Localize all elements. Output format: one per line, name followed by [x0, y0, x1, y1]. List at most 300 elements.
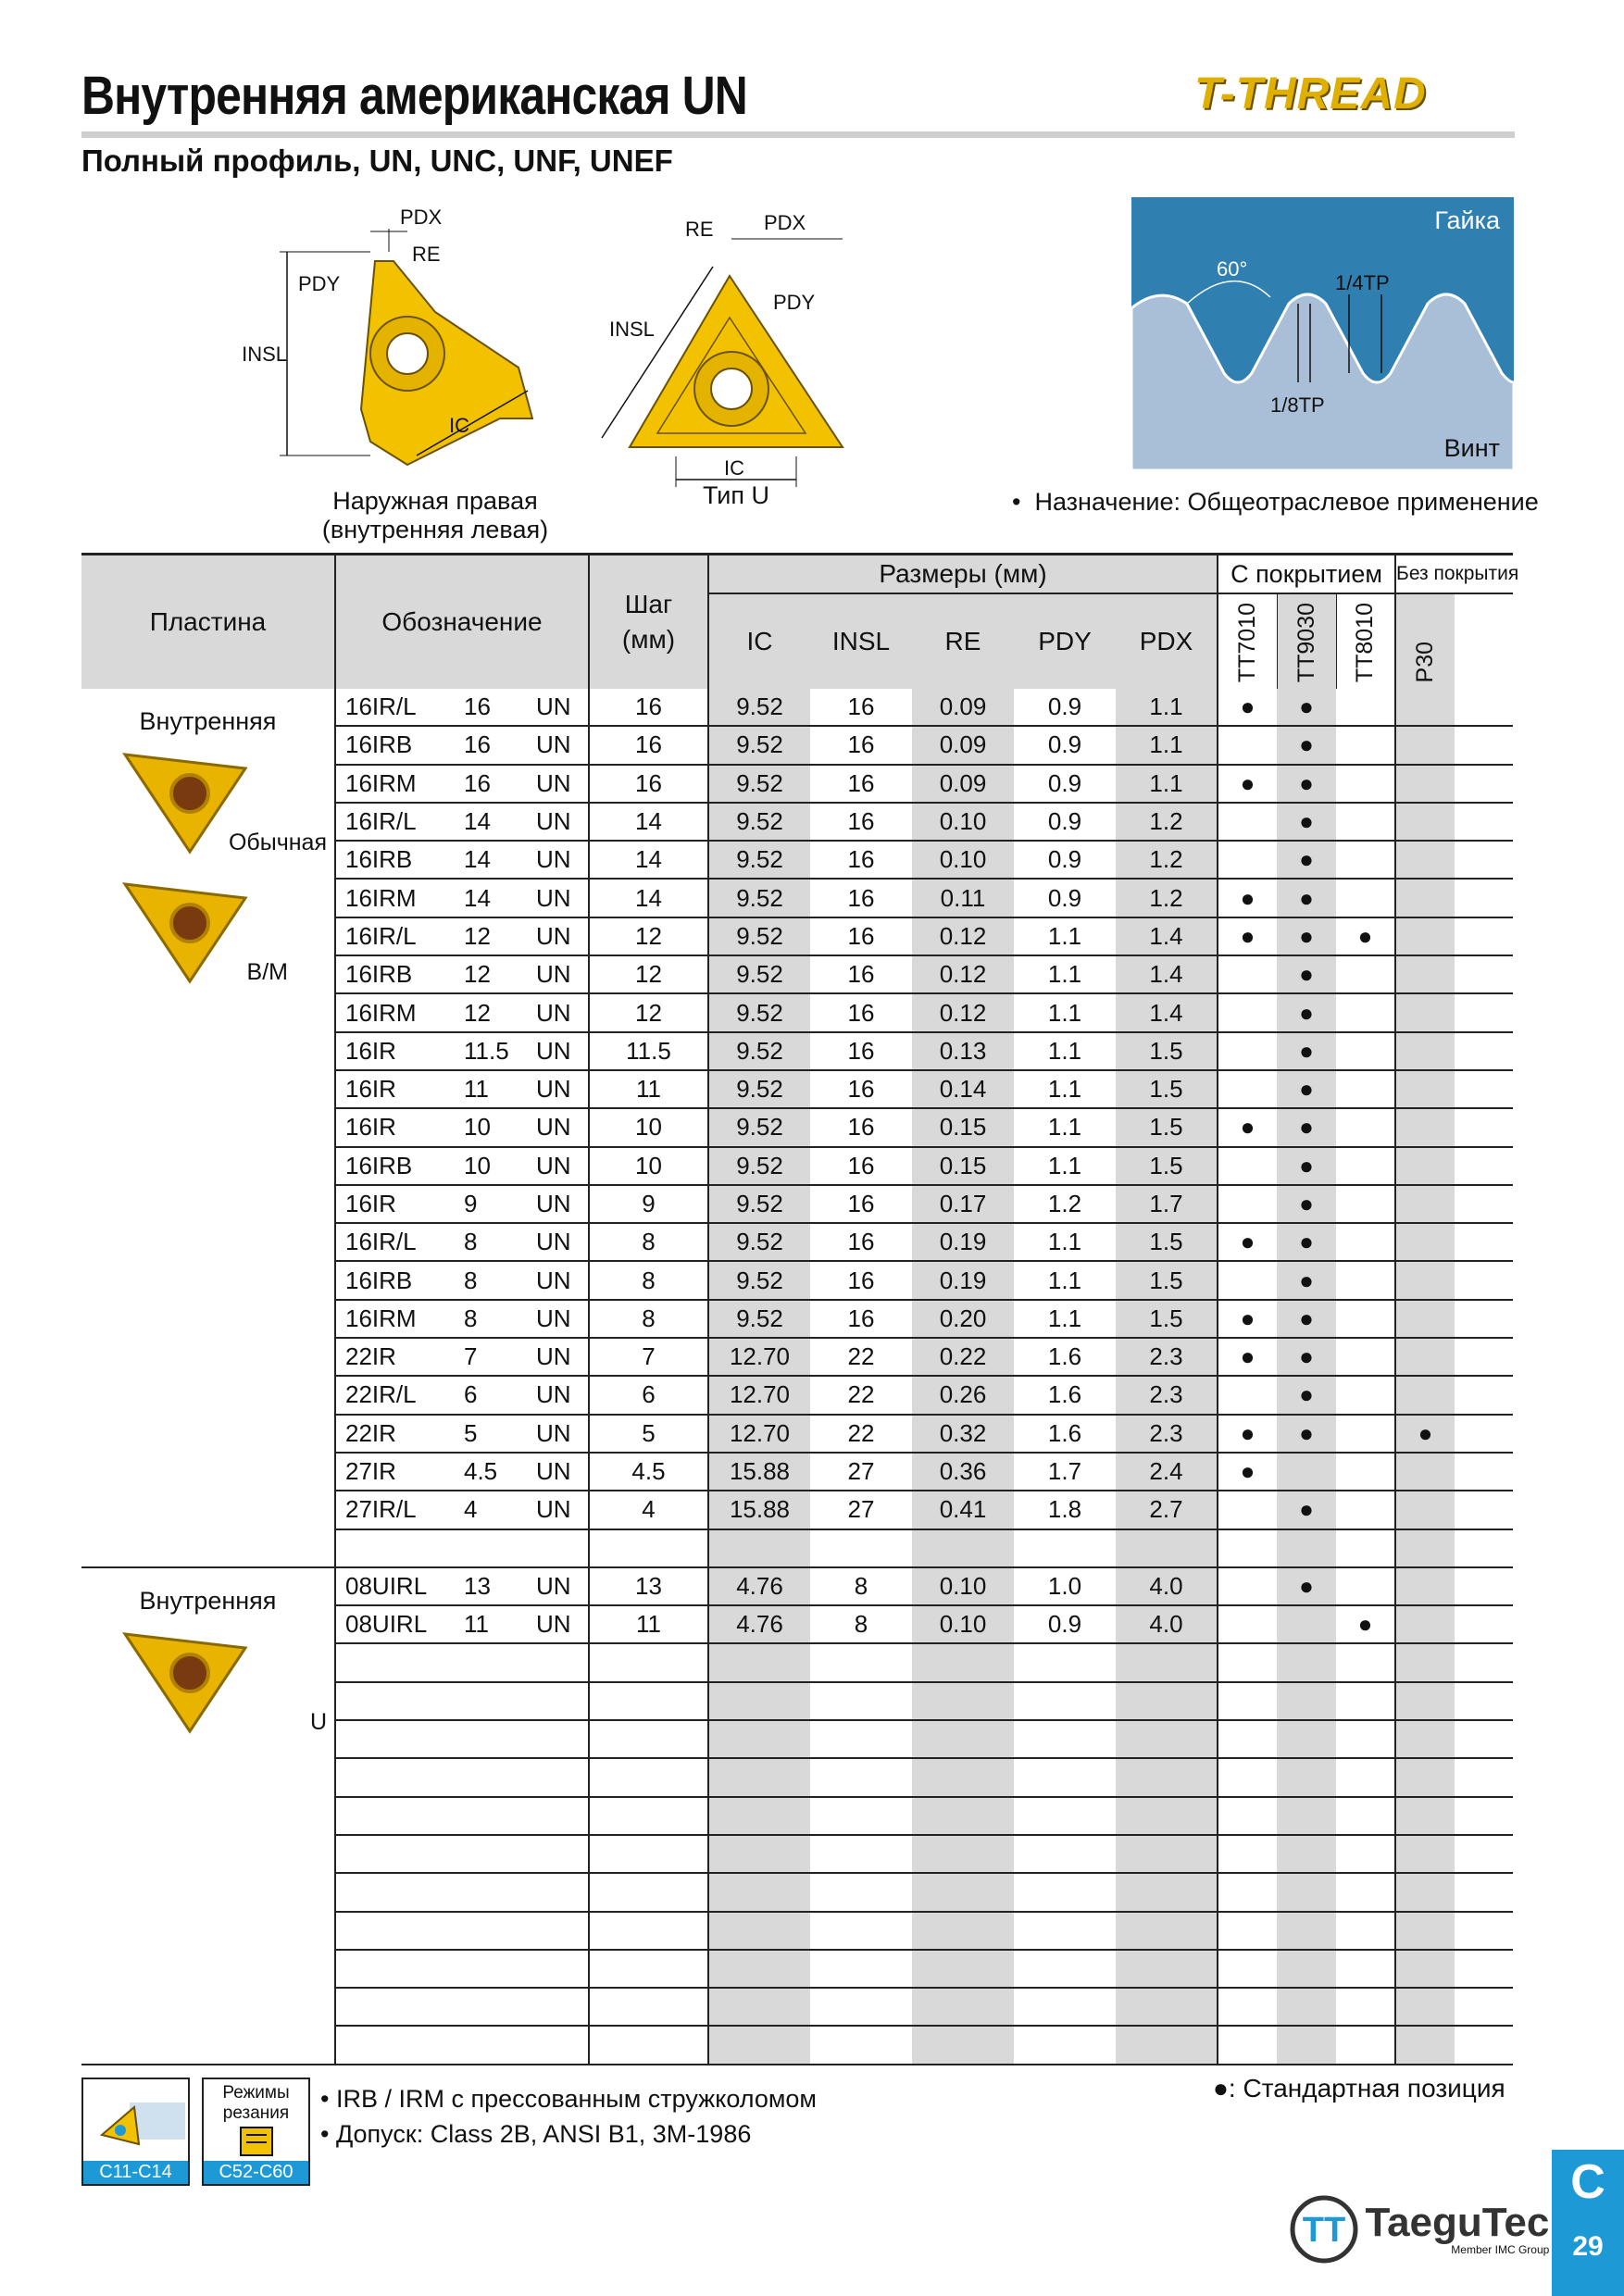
- grade-cell: ●: [1277, 917, 1336, 955]
- designation-cell: 16IR 11.5 UN: [335, 1032, 589, 1070]
- designation-cell: 16IR 11 UN: [335, 1070, 589, 1108]
- grade-cell-empty: [1455, 955, 1513, 993]
- caption-type-u: Тип U: [702, 481, 769, 509]
- dim-cell-pdy: [1014, 1643, 1116, 1681]
- grade-cell: ●: [1218, 1338, 1277, 1376]
- pitch-cell: [589, 1529, 708, 1567]
- quarter-tp-label: 1/4TP: [1335, 271, 1390, 294]
- grade-cell: [1218, 1605, 1277, 1643]
- header-dim-pdy: PDY: [1014, 593, 1116, 689]
- grade-cell: [1395, 1758, 1455, 1796]
- pitch-cell: 5: [589, 1415, 708, 1453]
- pitch-cell: [589, 1988, 708, 2026]
- grade-cell-empty: [1455, 1529, 1513, 1567]
- grade-cell-empty: [1455, 879, 1513, 917]
- dim-cell-pdy: 1.1: [1014, 1261, 1116, 1299]
- grade-cell: ●: [1277, 1415, 1336, 1453]
- dim-cell-insl: [810, 1529, 912, 1567]
- grade-cell-empty: [1455, 993, 1513, 1031]
- dim-cell-insl: [810, 1988, 912, 2026]
- dim-cell-ic: [708, 1950, 810, 1988]
- dim-cell-insl: 16: [810, 1108, 912, 1146]
- dim-cell-ic: 9.52: [708, 955, 810, 993]
- dim-cell-pdx: 1.5: [1116, 1108, 1218, 1146]
- grade-cell-empty: [1455, 1797, 1513, 1835]
- grade-cell: [1277, 1643, 1336, 1681]
- dim-cell-pdx: [1116, 1682, 1218, 1720]
- svg-text:TT: TT: [1302, 2211, 1346, 2250]
- dim-cell-re: 0.15: [912, 1108, 1014, 1146]
- grade-cell: [1336, 1720, 1395, 1758]
- grade-cell-empty: [1455, 689, 1513, 726]
- dim-cell-pdx: 1.2: [1116, 879, 1218, 917]
- grade-cell: [1336, 879, 1395, 917]
- grade-cell: ●: [1277, 1567, 1336, 1605]
- dim-cell-pdy: 1.1: [1014, 1300, 1116, 1338]
- grade-cell: [1395, 1108, 1455, 1146]
- pitch-cell: 7: [589, 1338, 708, 1376]
- grade-cell-empty: [1455, 1605, 1513, 1643]
- pitch-cell: 13: [589, 1567, 708, 1605]
- grade-cell-empty: [1455, 726, 1513, 764]
- cutting-data-icon: [204, 2124, 308, 2161]
- grade-cell: [1336, 1491, 1395, 1529]
- grade-cell: ●: [1277, 1147, 1336, 1185]
- header-designation: Обозначение: [335, 555, 589, 690]
- header-grade-tt9030: TT9030: [1277, 593, 1336, 689]
- dim-cell-ic: 9.52: [708, 1223, 810, 1261]
- designation-cell: 16IR 9 UN: [335, 1185, 589, 1223]
- pitch-cell: [589, 1912, 708, 1950]
- dim-cell-pdx: 1.5: [1116, 1223, 1218, 1261]
- grade-cell-empty: [1455, 1108, 1513, 1146]
- grade-cell: [1218, 1567, 1277, 1605]
- dim-cell-pdy: 1.1: [1014, 1070, 1116, 1108]
- grade-cell-empty: [1455, 1300, 1513, 1338]
- dim-cell-insl: 16: [810, 1261, 912, 1299]
- grade-cell: [1336, 1300, 1395, 1338]
- holder-reference-icon[interactable]: C11-C14: [81, 2078, 190, 2186]
- dim-cell-ic: [708, 2026, 810, 2064]
- pitch-cell: [589, 1835, 708, 1873]
- dim-cell-ic: 9.52: [708, 879, 810, 917]
- grade-cell: [1277, 1529, 1336, 1567]
- dim-cell-pdy: [1014, 1682, 1116, 1720]
- grade-cell: [1336, 1415, 1395, 1453]
- dim-cell-pdy: 0.9: [1014, 879, 1116, 917]
- pitch-cell: [589, 1643, 708, 1681]
- dim-cell-pdx: 2.3: [1116, 1376, 1218, 1414]
- designation-cell: 16IR/L 12 UN: [335, 917, 589, 955]
- label-ic-u: IC: [724, 456, 744, 480]
- dim-cell-insl: 16: [810, 841, 912, 879]
- header-dim-ic: IC: [708, 593, 810, 689]
- grade-cell: [1218, 1529, 1277, 1567]
- grade-cell-empty: [1455, 803, 1513, 841]
- grade-cell: [1277, 1835, 1336, 1873]
- grade-cell: [1395, 1223, 1455, 1261]
- grade-cell: [1395, 1912, 1455, 1950]
- dim-cell-insl: 16: [810, 1032, 912, 1070]
- designation-cell: 22IR 5 UN: [335, 1415, 589, 1453]
- header-insert: Пластина: [81, 555, 335, 690]
- grade-cell: [1336, 1453, 1395, 1491]
- header-uncoated: Без покрытия: [1395, 555, 1513, 594]
- pitch-cell: 14: [589, 841, 708, 879]
- dim-cell-pdx: 1.2: [1116, 803, 1218, 841]
- dim-cell-re: 0.09: [912, 689, 1014, 726]
- grade-cell: ●: [1277, 1223, 1336, 1261]
- grade-cell: ●: [1277, 726, 1336, 764]
- designation-cell: 16IRM 12 UN: [335, 993, 589, 1031]
- dim-cell-re: 0.09: [912, 726, 1014, 764]
- dim-cell-ic: [708, 1988, 810, 2026]
- header-dim-re: RE: [912, 593, 1014, 689]
- grade-cell: [1395, 726, 1455, 764]
- eighth-tp-label: 1/8TP: [1270, 393, 1325, 417]
- grade-cell: [1336, 689, 1395, 726]
- dim-cell-re: 0.12: [912, 917, 1014, 955]
- dim-cell-pdx: 1.5: [1116, 1070, 1218, 1108]
- pitch-cell: 12: [589, 917, 708, 955]
- designation-cell: 27IR 4.5 UN: [335, 1453, 589, 1491]
- designation-cell: [335, 2026, 589, 2064]
- insert-group-cell: Внутренняя Обычная B/M: [81, 689, 335, 1567]
- dim-cell-pdy: [1014, 1912, 1116, 1950]
- grade-cell: [1218, 1835, 1277, 1873]
- pitch-cell: 8: [589, 1261, 708, 1299]
- grade-cell-empty: [1455, 1682, 1513, 1720]
- dim-cell-pdx: [1116, 1835, 1218, 1873]
- specs-table: [81, 553, 1519, 2065]
- dim-cell-re: 0.10: [912, 841, 1014, 879]
- label-re-u: RE: [685, 218, 714, 241]
- grade-cell: ●: [1218, 879, 1277, 917]
- dim-cell-ic: 9.52: [708, 689, 810, 726]
- grade-cell: [1218, 1070, 1277, 1108]
- header-pitch: Шаг (мм): [589, 555, 708, 690]
- dim-cell-insl: 16: [810, 765, 912, 803]
- pitch-cell: 6: [589, 1376, 708, 1414]
- dim-cell-ic: 9.52: [708, 803, 810, 841]
- grade-cell: [1336, 1261, 1395, 1299]
- designation-cell: 22IR/L 6 UN: [335, 1376, 589, 1414]
- grade-cell: [1395, 1682, 1455, 1720]
- caption-external: Наружная правая (внутренняя левая): [321, 487, 549, 543]
- grade-cell: [1395, 1567, 1455, 1605]
- dim-cell-insl: 22: [810, 1376, 912, 1414]
- grade-cell: [1218, 1185, 1277, 1223]
- designation-cell: 16IR/L 14 UN: [335, 803, 589, 841]
- designation-cell: [335, 1529, 589, 1567]
- grade-cell: [1336, 841, 1395, 879]
- dim-cell-re: [912, 1529, 1014, 1567]
- grade-cell-empty: [1455, 1873, 1513, 1911]
- table-row: [81, 689, 1513, 726]
- grade-cell: [1395, 1185, 1455, 1223]
- grade-cell-empty: [1455, 1070, 1513, 1108]
- grade-cell-empty: [1455, 1758, 1513, 1796]
- grade-cell: [1277, 1453, 1336, 1491]
- dim-cell-pdy: 1.2: [1014, 1185, 1116, 1223]
- grade-cell: [1395, 1873, 1455, 1911]
- grade-cell: [1336, 1223, 1395, 1261]
- brand-logo: T-THREAD: [1194, 69, 1427, 119]
- dim-cell-insl: [810, 1682, 912, 1720]
- grade-cell: ●: [1218, 1223, 1277, 1261]
- dim-cell-ic: 9.52: [708, 993, 810, 1031]
- title-rule: [81, 131, 1515, 138]
- dim-cell-insl: [810, 1835, 912, 1873]
- grade-cell: [1395, 1376, 1455, 1414]
- grade-cell: [1395, 803, 1455, 841]
- grade-cell: [1395, 1605, 1455, 1643]
- dim-cell-insl: 27: [810, 1453, 912, 1491]
- company-logo: TT TaeguTec Member IMC Group: [1287, 2192, 1549, 2266]
- designation-cell: [335, 1682, 589, 1720]
- pitch-cell: 16: [589, 689, 708, 726]
- grade-cell: [1395, 1950, 1455, 1988]
- dim-cell-ic: 9.52: [708, 1108, 810, 1146]
- insert-photo: Обычная: [81, 736, 334, 866]
- grade-cell: [1218, 1491, 1277, 1529]
- grade-cell: [1395, 1147, 1455, 1185]
- grade-cell: [1395, 1720, 1455, 1758]
- screw-label: Винт: [1443, 434, 1500, 462]
- dim-cell-re: 0.36: [912, 1453, 1014, 1491]
- dim-cell-pdy: 1.8: [1014, 1491, 1116, 1529]
- dim-cell-pdx: 2.3: [1116, 1415, 1218, 1453]
- dim-cell-pdx: 1.1: [1116, 726, 1218, 764]
- dim-cell-insl: [810, 1950, 912, 1988]
- dim-cell-insl: 16: [810, 689, 912, 726]
- dim-cell-pdy: [1014, 1950, 1116, 1988]
- grade-cell: [1277, 1605, 1336, 1643]
- dim-cell-re: [912, 1797, 1014, 1835]
- grade-cell: [1218, 1950, 1277, 1988]
- dim-cell-ic: 9.52: [708, 765, 810, 803]
- grade-cell: [1336, 1147, 1395, 1185]
- grade-cell: [1218, 1376, 1277, 1414]
- grade-cell: [1395, 1453, 1455, 1491]
- grade-cell: [1395, 1529, 1455, 1567]
- designation-cell: [335, 1720, 589, 1758]
- dim-cell-re: 0.09: [912, 765, 1014, 803]
- grade-cell-empty: [1455, 1720, 1513, 1758]
- designation-cell: 16IRM 16 UN: [335, 765, 589, 803]
- label-insl-u: INSL: [609, 318, 655, 341]
- grade-cell: [1277, 1873, 1336, 1911]
- designation-cell: [335, 1912, 589, 1950]
- dim-cell-pdx: [1116, 1797, 1218, 1835]
- grade-cell: ●: [1277, 1261, 1336, 1299]
- pitch-cell: [589, 1950, 708, 1988]
- grade-cell: [1336, 1032, 1395, 1070]
- grade-cell: ●: [1395, 1415, 1455, 1453]
- grade-cell: [1336, 1758, 1395, 1796]
- dim-cell-pdx: 1.5: [1116, 1261, 1218, 1299]
- grade-cell: [1395, 1491, 1455, 1529]
- grade-cell: [1395, 993, 1455, 1031]
- dim-cell-pdx: 1.5: [1116, 1147, 1218, 1185]
- dim-cell-pdx: 1.5: [1116, 1300, 1218, 1338]
- dim-cell-pdx: 2.3: [1116, 1338, 1218, 1376]
- designation-cell: 16IR 10 UN: [335, 1108, 589, 1146]
- holder-icon: [83, 2079, 188, 2158]
- dim-cell-pdy: 0.9: [1014, 726, 1116, 764]
- grade-cell: [1395, 1643, 1455, 1681]
- dim-cell-pdx: 2.7: [1116, 1491, 1218, 1529]
- grade-cell-empty: [1455, 1567, 1513, 1605]
- label-re: RE: [412, 243, 441, 266]
- dim-cell-ic: [708, 1912, 810, 1950]
- label-pdy-u: PDY: [773, 291, 816, 314]
- grade-cell-empty: [1455, 1261, 1513, 1299]
- dim-cell-pdx: 2.4: [1116, 1453, 1218, 1491]
- designation-cell: [335, 1758, 589, 1796]
- section-tab[interactable]: [1552, 2150, 1624, 2296]
- header-grade-p30: P30: [1395, 593, 1455, 689]
- grade-cell-empty: [1455, 1643, 1513, 1681]
- pitch-cell: 10: [589, 1147, 708, 1185]
- grade-cell: ●: [1277, 765, 1336, 803]
- dim-cell-ic: [708, 1835, 810, 1873]
- dim-cell-ic: [708, 1529, 810, 1567]
- grade-cell-empty: [1455, 1415, 1513, 1453]
- dim-cell-re: [912, 1720, 1014, 1758]
- grade-cell: [1218, 1147, 1277, 1185]
- designation-cell: 16IRM 14 UN: [335, 879, 589, 917]
- grade-cell: [1336, 1108, 1395, 1146]
- grade-cell-empty: [1455, 1835, 1513, 1873]
- section-letter: C: [1570, 2155, 1605, 2209]
- insert-photo: U: [81, 1616, 334, 1745]
- dim-cell-pdx: 1.4: [1116, 955, 1218, 993]
- grade-cell: [1218, 803, 1277, 841]
- dim-cell-pdx: 1.4: [1116, 917, 1218, 955]
- dim-cell-ic: [708, 1873, 810, 1911]
- grade-cell: ●: [1277, 1070, 1336, 1108]
- grade-cell: [1395, 2026, 1455, 2064]
- pitch-cell: 4: [589, 1491, 708, 1529]
- nut-label: Гайка: [1434, 206, 1500, 234]
- grade-cell-empty: [1455, 1338, 1513, 1376]
- grade-cell: [1218, 1912, 1277, 1950]
- grade-cell: ●: [1277, 1300, 1336, 1338]
- grade-cell: [1395, 1032, 1455, 1070]
- grade-cell: [1336, 726, 1395, 764]
- grade-cell: ●: [1277, 1185, 1336, 1223]
- dim-cell-pdx: 4.0: [1116, 1567, 1218, 1605]
- grade-cell: [1336, 1376, 1395, 1414]
- label-pdy: PDY: [298, 272, 341, 295]
- dim-cell-ic: 9.52: [708, 917, 810, 955]
- grade-cell: [1336, 1643, 1395, 1681]
- grade-cell: [1336, 765, 1395, 803]
- designation-cell: 22IR 7 UN: [335, 1338, 589, 1376]
- dim-cell-re: 0.14: [912, 1070, 1014, 1108]
- dim-cell-re: 0.41: [912, 1491, 1014, 1529]
- grade-cell: [1336, 1338, 1395, 1376]
- dim-cell-insl: 8: [810, 1567, 912, 1605]
- pitch-cell: 14: [589, 879, 708, 917]
- designation-cell: 27IR/L 4 UN: [335, 1491, 589, 1529]
- grade-cell: [1336, 955, 1395, 993]
- pitch-cell: 16: [589, 765, 708, 803]
- grade-cell: ●: [1277, 993, 1336, 1031]
- label-insl: INSL: [242, 343, 287, 366]
- designation-cell: 08UIRL 11 UN: [335, 1605, 589, 1643]
- cutting-data-reference-icon[interactable]: Режимы резания C52-C60: [202, 2078, 310, 2186]
- dim-cell-insl: [810, 1758, 912, 1796]
- insert-diagram-type-u: [593, 211, 870, 489]
- pitch-cell: 12: [589, 955, 708, 993]
- dim-cell-insl: [810, 2026, 912, 2064]
- dim-cell-insl: 16: [810, 993, 912, 1031]
- dim-cell-pdy: [1014, 2026, 1116, 2064]
- grade-cell: [1395, 1988, 1455, 2026]
- dim-cell-re: 0.10: [912, 1605, 1014, 1643]
- dim-cell-insl: 16: [810, 1185, 912, 1223]
- grade-cell: [1336, 1835, 1395, 1873]
- designation-cell: 16IRB 14 UN: [335, 841, 589, 879]
- dim-cell-insl: 16: [810, 726, 912, 764]
- dim-cell-pdx: [1116, 1873, 1218, 1911]
- pitch-cell: 14: [589, 803, 708, 841]
- label-pdx-u: PDX: [764, 211, 806, 234]
- dim-cell-re: 0.11: [912, 879, 1014, 917]
- grade-cell: [1277, 1950, 1336, 1988]
- dim-cell-pdy: 1.0: [1014, 1567, 1116, 1605]
- dim-cell-ic: [708, 1758, 810, 1796]
- pitch-cell: 8: [589, 1300, 708, 1338]
- grade-cell-empty: [1455, 1223, 1513, 1261]
- grade-cell: [1395, 1835, 1455, 1873]
- dim-cell-insl: 22: [810, 1338, 912, 1376]
- dim-cell-re: [912, 1988, 1014, 2026]
- dim-cell-pdx: [1116, 1529, 1218, 1567]
- grade-cell: [1395, 765, 1455, 803]
- dim-cell-ic: 12.70: [708, 1338, 810, 1376]
- grade-cell: [1395, 1338, 1455, 1376]
- grade-cell: [1395, 1797, 1455, 1835]
- designation-cell: [335, 1835, 589, 1873]
- dim-cell-pdx: [1116, 1988, 1218, 2026]
- pitch-cell: 16: [589, 726, 708, 764]
- grade-cell: [1218, 2026, 1277, 2064]
- designation-cell: 08UIRL 13 UN: [335, 1567, 589, 1605]
- grade-cell: [1336, 1529, 1395, 1567]
- pitch-cell: 12: [589, 993, 708, 1031]
- grade-cell: [1395, 1070, 1455, 1108]
- dim-cell-ic: 12.70: [708, 1376, 810, 1414]
- dim-cell-pdy: [1014, 1720, 1116, 1758]
- grade-cell: [1336, 1070, 1395, 1108]
- designation-cell: 16IRB 12 UN: [335, 955, 589, 993]
- designation-cell: [335, 1873, 589, 1911]
- dim-cell-pdy: 1.1: [1014, 955, 1116, 993]
- grade-cell: [1336, 993, 1395, 1031]
- dim-cell-pdx: 1.7: [1116, 1185, 1218, 1223]
- dim-cell-pdx: 1.2: [1116, 841, 1218, 879]
- pitch-cell: 9: [589, 1185, 708, 1223]
- dim-cell-ic: 9.52: [708, 1070, 810, 1108]
- dim-cell-re: [912, 1758, 1014, 1796]
- grade-cell: [1395, 1300, 1455, 1338]
- insert-photo: B/M: [81, 866, 334, 995]
- dim-cell-re: [912, 1950, 1014, 1988]
- grade-cell: [1277, 2026, 1336, 2064]
